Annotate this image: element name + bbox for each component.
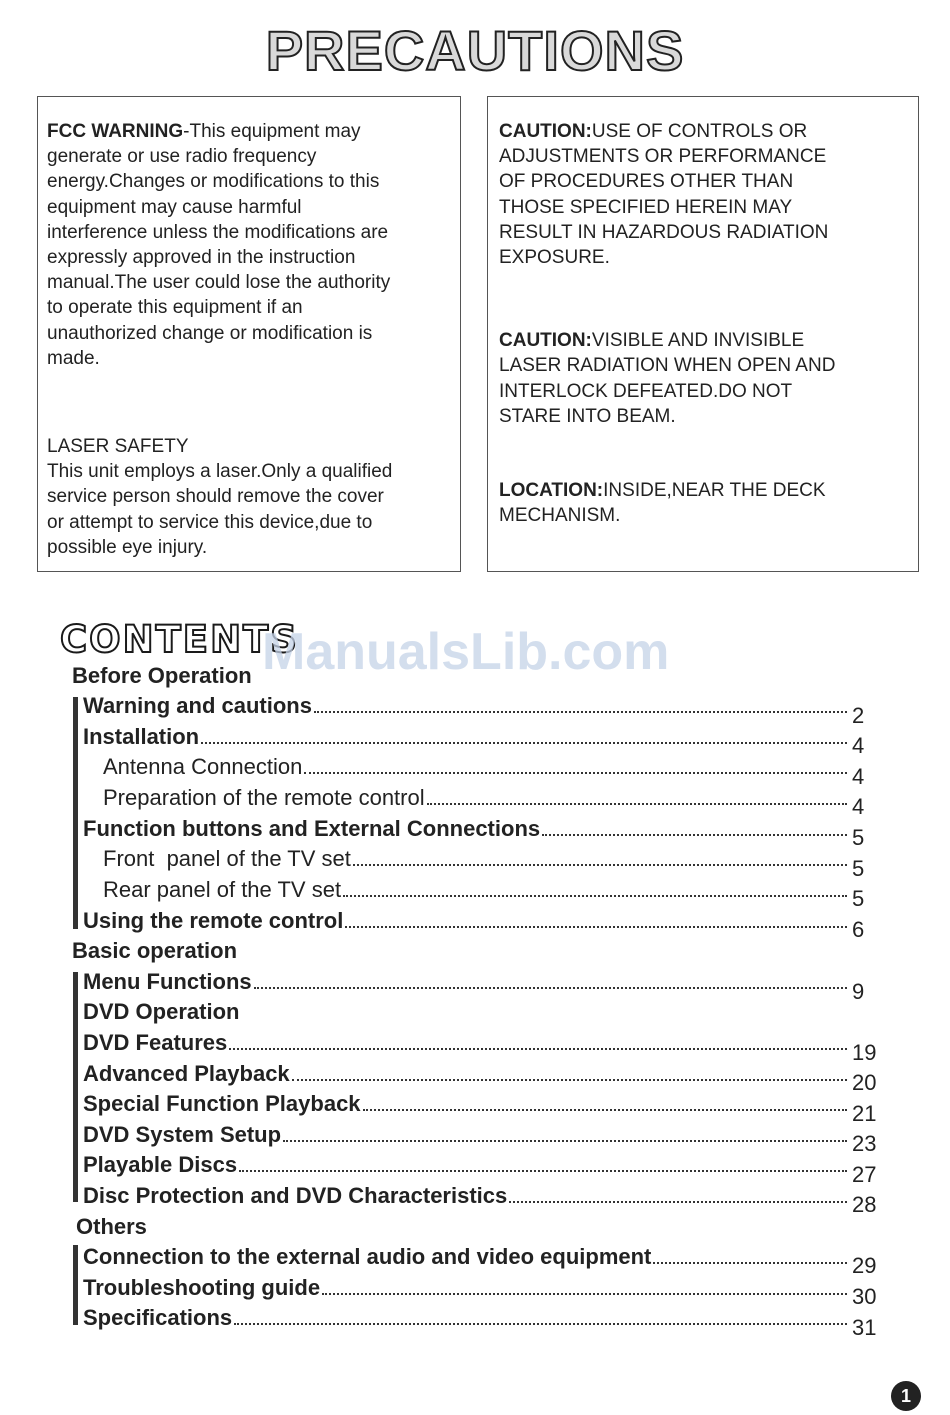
toc-page-number: 20 <box>852 1070 877 1095</box>
section-others: Others <box>76 1214 147 1239</box>
toc-entry[interactable]: Special Function Playback <box>83 1091 849 1119</box>
caution-box <box>487 96 919 572</box>
location-paragraph <box>499 478 918 528</box>
toc-entry[interactable]: Specifications <box>83 1305 849 1333</box>
toc-page-number: 5 <box>852 825 865 850</box>
caution-label: CAUTION: <box>499 330 592 352</box>
caution-controls-paragraph <box>499 119 918 270</box>
toc-entry[interactable]: Warning and cautions <box>83 693 849 721</box>
watermark: ManualsLib.com <box>262 623 670 681</box>
section-bar <box>73 1245 78 1325</box>
toc-entry[interactable]: Menu Functions <box>83 969 849 997</box>
toc-entry[interactable]: Connection to the external audio and video equipment <box>83 1244 849 1272</box>
toc-page-number: 4 <box>852 764 865 789</box>
section-basic-operation: Basic operation <box>72 938 238 963</box>
caution-laser-paragraph <box>499 328 918 429</box>
toc-page-number: 21 <box>852 1101 877 1126</box>
page-title: PRECAUTIONS <box>265 19 685 82</box>
caution-label: CAUTION: <box>499 121 592 142</box>
location-text: INSIDE,NEAR THE DECK MECHANISM. <box>499 480 826 527</box>
toc-entry[interactable]: Antenna Connection <box>103 754 849 782</box>
toc-entry[interactable]: Rear panel of the TV set <box>103 877 849 905</box>
location-label: LOCATION: <box>499 480 604 502</box>
fcc-warning-text: -This equipment may generate or use radio frequency energy.Changes or modifications to this equipment may cause harmful interference unless the modifications are expressly approved in the instruction manual.The user could lose the authority to operate this equipment if an unauthorized change or modification is made. <box>47 121 391 369</box>
toc-page-number: 6 <box>852 917 865 942</box>
toc-entry[interactable]: DVD System Setup <box>83 1122 849 1150</box>
toc-entry[interactable]: Advanced Playback <box>83 1061 849 1089</box>
page-number-badge: 1 <box>891 1381 921 1411</box>
toc-entry[interactable]: Installation <box>83 724 849 752</box>
toc-page-number: 19 <box>852 1040 877 1065</box>
laser-safety-text: This unit employs a laser.Only a qualified service person should remove the cover or attempt to service this device,due to possible eye injury. <box>47 461 393 558</box>
toc-page-number: 29 <box>852 1253 877 1278</box>
toc-entry[interactable]: Preparation of the remote control <box>103 785 849 813</box>
toc-entry[interactable]: Function buttons and External Connections <box>83 816 849 844</box>
fcc-laser-box <box>37 96 461 572</box>
toc-page-number: 9 <box>852 979 865 1004</box>
caution-controls-text: USE OF CONTROLS OR ADJUSTMENTS OR PERFORMANCE OF PROCEDURES OTHER THAN THOSE SPECIFIED HEREIN MAY RESULT IN HAZARDOUS RADIATION EXPOSURE. <box>499 121 829 269</box>
toc-entry[interactable]: Playable Discs <box>83 1152 849 1180</box>
toc-entry[interactable]: Front panel of the TV set <box>103 846 849 874</box>
toc-page-number: 31 <box>852 1315 877 1340</box>
toc-page-number: 27 <box>852 1162 877 1187</box>
fcc-warning-label: FCC WARNING <box>47 121 184 142</box>
toc-entry[interactable]: DVD Features <box>83 1030 849 1058</box>
toc-page-number: 4 <box>852 794 865 819</box>
fcc-warning-paragraph <box>47 119 460 371</box>
toc-page-number: 28 <box>852 1192 877 1217</box>
toc-page-number: 30 <box>852 1284 877 1309</box>
toc-entry[interactable]: Troubleshooting guide <box>83 1275 849 1303</box>
toc-page-number: 5 <box>852 856 865 881</box>
toc-entry[interactable]: Disc Protection and DVD Characteristics <box>83 1183 849 1211</box>
toc-entry[interactable]: DVD Operation <box>83 999 240 1024</box>
toc-entry[interactable]: Using the remote control <box>83 908 849 936</box>
toc-page-number: 23 <box>852 1131 877 1156</box>
section-bar <box>73 972 78 1202</box>
caution-laser-text: VISIBLE AND INVISIBLE LASER RADIATION WHEN OPEN AND INTERLOCK DEFEATED.DO NOT STARE INTO BEAM. <box>499 330 836 427</box>
toc-page-number: 5 <box>852 886 865 911</box>
section-bar <box>73 697 78 929</box>
toc-page-number: 4 <box>852 733 865 758</box>
contents-heading: CONTENTS <box>60 618 299 661</box>
section-before-operation: Before Operation <box>72 663 252 688</box>
toc-page-number: 2 <box>852 703 865 728</box>
laser-safety-heading: LASER SAFETY <box>47 436 189 458</box>
